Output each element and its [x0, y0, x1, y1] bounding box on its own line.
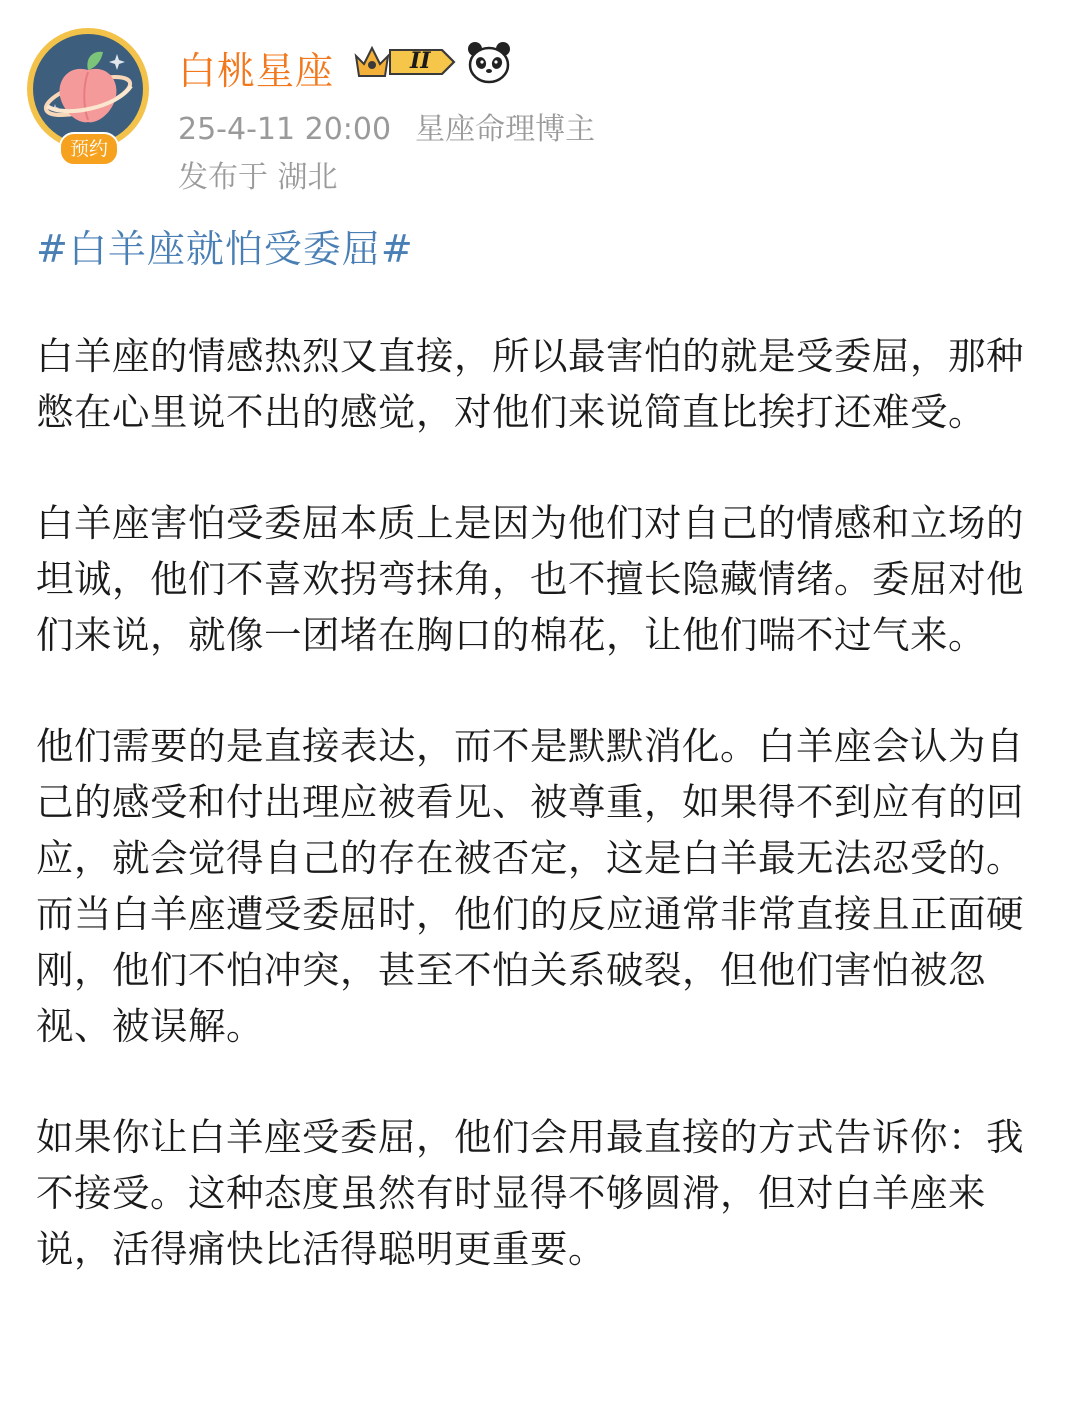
post-body [36, 328, 1036, 1332]
author-tag: 星座命理博主 [415, 112, 596, 147]
panda-icon [466, 40, 512, 84]
post-location: 发布于 湖北 [178, 160, 338, 195]
peach-planet-avatar-icon [33, 34, 143, 144]
hashtag-link[interactable]: #白羊座就怕受委屈# [36, 227, 414, 271]
crown-vip-icon[interactable] [352, 42, 460, 82]
paragraph-2: 白羊座害怕受委屈本质上是因为他们对自己的情感和立场的坦诚，他们不喜欢拐弯抹角，也不擅长隐藏情绪。委屈对他们来说，就像一团堵在胸口的棉花，让他们喘不过气来。 [36, 501, 1024, 657]
post-meta [178, 104, 595, 148]
username[interactable]: 白桃星座 [178, 49, 335, 93]
vip-level: II [410, 48, 431, 74]
post-datetime: 25-4-11 20:00 [178, 112, 392, 147]
reserve-badge[interactable]: 预约 [59, 132, 119, 166]
paragraph-3: 他们需要的是直接表达，而不是默默消化。白羊座会认为自己的感受和付出理应被看见、被尊重，如果得不到应有的回应，就会觉得自己的存在被否定，这是白羊最无法忍受的。而当白羊座遭受委屈时，他们的反应通常非常直接且正面硬刚，他们不怕冲突，甚至不怕关系破裂，但他们害怕被忽视、被误解。 [36, 724, 1024, 1048]
avatar[interactable] [25, 28, 155, 163]
paragraph-1: 白羊座的情感热烈又直接，所以最害怕的就是受委屈，那种憋在心里说不出的感觉，对他们来说简直比挨打还难受。 [36, 334, 1024, 434]
post-header [0, 0, 1080, 200]
paragraph-4: 如果你让白羊座受委屈，他们会用最直接的方式告诉你：我不接受。这种态度虽然有时显得不够圆滑，但对白羊座来说，活得痛快比活得聪明更重要。 [36, 1115, 1024, 1271]
